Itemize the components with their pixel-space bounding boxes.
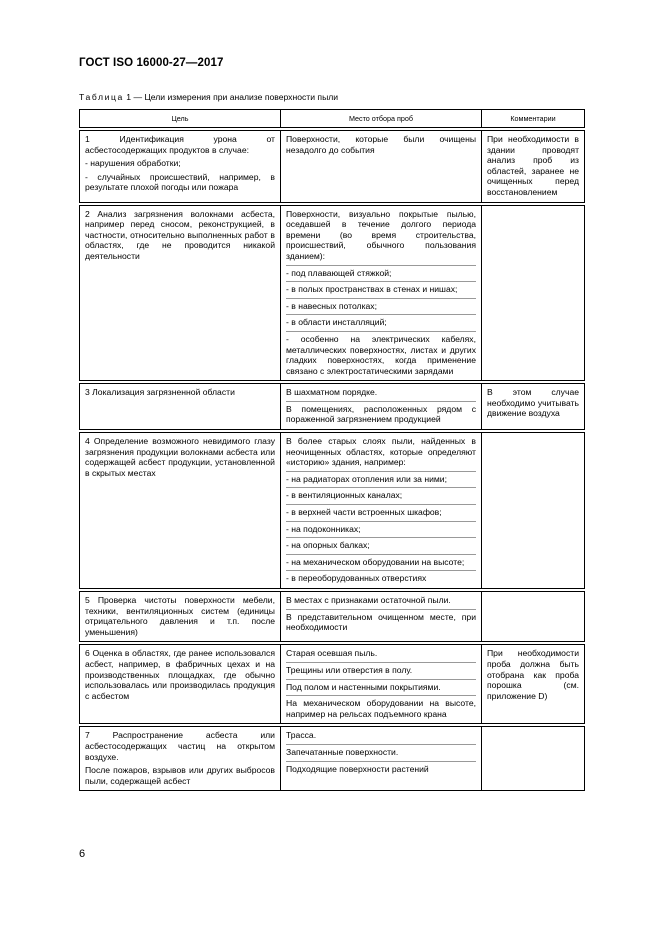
cell-comment	[482, 131, 585, 203]
cell-goal	[80, 592, 281, 642]
cell-place	[281, 205, 482, 381]
cell-paragraph: - случайных происшествий, например, в результате плохой погоды или пожара	[85, 171, 275, 193]
cell-paragraph: Под полом и настенными покрытиями.	[286, 679, 476, 693]
cell-comment	[482, 592, 585, 642]
page-number: 6	[79, 848, 86, 860]
cell-paragraph: 1 Идентификация урона от асбестосодержащих продуктов в случае:	[85, 134, 275, 155]
cell-paragraph: При необходимости в здании проводят анализ проб из областей, заранее не очищенных перед восстановлением	[487, 134, 579, 197]
cell-paragraph: При необходимости проба должна быть отобрана как проба порошка (см. приложение D)	[487, 648, 579, 701]
cell-paragraph: Поверхности, визуально покрытые пылью, оседавшей в течение долгого периода времени (во время строительства, происшествий, обычного пользования зданием):	[286, 208, 476, 261]
header-place: Место отбора проб	[281, 110, 482, 128]
cell-paragraph: Трасса.	[286, 730, 317, 741]
cell-paragraph: 7 Распространение асбеста или асбестосодержащих частиц на открытом воздухе.	[85, 730, 275, 762]
standard-header: ГОСТ ISO 16000-27—2017	[79, 57, 224, 69]
cell-comment	[482, 433, 585, 589]
cell-paragraph: 2 Анализ загрязнения волокнами асбеста, например перед сносом, реконструкцией, в частности, относительно выполненных работ в областях, где не проводится никакой деятельности	[85, 208, 275, 261]
cell-paragraph: 5 Проверка чистоты поверхности мебели, техники, вентиляционных систем (единицы отрицательного давления и т.п. после уменьшения)	[85, 595, 275, 637]
cell-paragraph: Старая осевшая пыль.	[286, 648, 378, 659]
table-caption-text: 1 — Цели измерения при анализе поверхности пыли	[123, 92, 339, 102]
cell-place	[281, 131, 482, 203]
cell-comment	[482, 205, 585, 381]
cell-place	[281, 592, 482, 642]
cell-goal	[80, 727, 281, 791]
table-row	[80, 205, 585, 381]
cell-paragraph: В представительном очищенном месте, при необходимости	[286, 609, 476, 633]
cell-paragraph: - на подоконниках;	[286, 521, 476, 535]
cell-paragraph: - в переоборудованных отверстиях	[286, 570, 476, 584]
table-row	[80, 592, 585, 642]
header-comment: Комментарии	[482, 110, 585, 128]
goals-table	[79, 109, 585, 791]
table-row	[80, 727, 585, 791]
cell-paragraph: В шахматном порядке.	[286, 387, 378, 398]
cell-goal	[80, 645, 281, 724]
cell-paragraph: 4 Определение возможного невидимого глазу загрязнения продукции волокнами асбеста или содержащей асбест продукции, установленной в скрытых местах	[85, 436, 275, 478]
cell-paragraph: - на радиаторах отопления или за ними;	[286, 471, 476, 485]
table-row	[80, 433, 585, 589]
cell-goal	[80, 205, 281, 381]
cell-place	[281, 433, 482, 589]
cell-paragraph: После пожаров, взрывов или других выбросов пыли, содержащей асбест	[85, 765, 275, 786]
cell-paragraph: В местах с признаками остаточной пыли.	[286, 595, 451, 605]
cell-comment	[482, 384, 585, 430]
cell-goal	[80, 131, 281, 203]
table-row	[80, 384, 585, 430]
cell-paragraph: 6 Оценка в областях, где ранее использовался асбест, например, в фабричных цехах и на производственных площадках, где обычно использовалась или производилась продукция с асбестом	[85, 648, 275, 701]
table-caption	[79, 92, 338, 102]
cell-paragraph: - нарушения обработки;	[85, 158, 181, 169]
cell-paragraph: 3 Локализация загрязненной области	[85, 387, 235, 398]
cell-paragraph: - под плавающей стяжкой;	[286, 265, 476, 279]
cell-comment	[482, 645, 585, 724]
cell-paragraph: На механическом оборудовании на высоте, например на рельсах подъемного крана	[286, 695, 476, 719]
table-body	[80, 128, 585, 791]
cell-paragraph: - особенно на электрических кабелях, металлических поверхностях, листах и других гладких поверхностях, когда применение связано с электростатическими зарядами	[286, 331, 476, 376]
cell-paragraph: - в навесных потолках;	[286, 298, 476, 312]
cell-paragraph: В этом случае необходимо учитывать движение воздуха	[487, 387, 579, 419]
cell-goal	[80, 433, 281, 589]
cell-paragraph: Подходящие поверхности растений	[286, 761, 476, 775]
cell-goal	[80, 384, 281, 430]
header-goal: Цель	[80, 110, 281, 128]
cell-paragraph: - на опорных балках;	[286, 537, 476, 551]
cell-paragraph: - на механическом оборудовании на высоте;	[286, 554, 476, 568]
cell-paragraph: - в области инсталляций;	[286, 314, 476, 328]
cell-paragraph: - в верхней части встроенных шкафов;	[286, 504, 476, 518]
cell-paragraph: Запечатанные поверхности.	[286, 744, 476, 758]
cell-comment	[482, 727, 585, 791]
table-caption-label: Таблица	[79, 92, 124, 102]
cell-place	[281, 645, 482, 724]
cell-place	[281, 384, 482, 430]
cell-paragraph: - в вентиляционных каналах;	[286, 487, 476, 501]
cell-place	[281, 727, 482, 791]
cell-paragraph: Трещины или отверстия в полу.	[286, 662, 476, 676]
cell-paragraph: Поверхности, которые были очищены незадолго до события	[286, 134, 476, 155]
table-row	[80, 131, 585, 203]
cell-paragraph: В помещениях, расположенных рядом с пораженной загрязнением продукцией	[286, 401, 476, 425]
cell-paragraph: - в полых пространствах в стенах и нишах;	[286, 281, 476, 295]
table-row	[80, 645, 585, 724]
cell-paragraph: В более старых слоях пыли, найденных в неочищенных областях, которые определяют «историю» здания, например:	[286, 436, 476, 468]
table-header-row	[80, 110, 585, 128]
